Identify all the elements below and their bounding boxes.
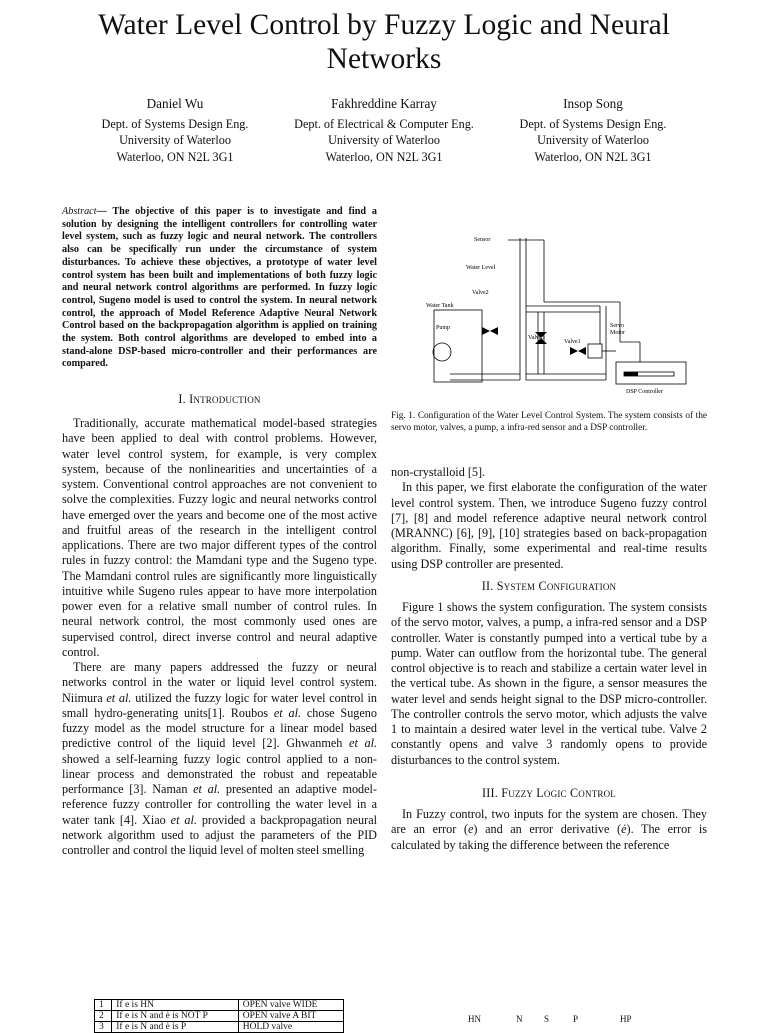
section-title: Introduction [189, 392, 261, 406]
figure-label-valve2: Valve2 [472, 290, 489, 296]
system-configuration-paragraph: Figure 1 shows the system configuration. The system consists of the servo motor, valves, a pump, a infra-red sensor and a DSP controller. Water is constantly pumped into a vertical tube by a pump. Water can outflow from the horizontal tube. The general control objective is to reach and stabilize a certain water level in the vertical tube. As shown in the figure, a sensor measures the water level and sends height signal to the DSP micro-controller. The controller controls the servo motor, which adjusts the valve 1 to maintain a desired water level in the vertical tube. Valve 2 constantly opens and valve 3 randomly opens to provide disturbances to the control system. [391, 600, 707, 767]
mf-label: HN [468, 1014, 481, 1024]
math-symbol: e [467, 822, 474, 837]
abstract [62, 206, 377, 371]
author-name: Fakhreddine Karray [331, 96, 437, 111]
abstract-label: Abstract [62, 206, 97, 217]
rule-condition: If e is HN [112, 1000, 238, 1011]
table-row [95, 1022, 344, 1033]
author-univ: University of Waterloo [328, 133, 440, 148]
rule-number: 2 [95, 1011, 112, 1022]
text-run: utilized the fuzzy logic for water level control in small hydro-generating units[1]. Roubos [62, 690, 377, 720]
et-al: et al. [349, 736, 377, 751]
et-al: et al. [193, 782, 221, 796]
rule-number: 3 [95, 1022, 112, 1033]
author-block [70, 96, 280, 165]
intro-paragraph-1: Traditionally, accurate mathematical model-based strategies have been applied to deal with control problems. However, water level control system, for example, is very complex system, because of the nonlinearities and uncertainties of a system. Conventional control approaches are not convenient to solve the complexities. Fuzzy logic and neural networks control have emerged over the years and become one of the most active and fruitful areas of the research in the intelligent control applications. There are two major different types of the control rules in fuzzy control: the Mamdani type and the Sugeno type. The Mamdani control rules are significantly more linguistically intuitive while Sugeno rules appear to have more interpolation power even for a relative small number of control rules. In neural network control, the most commonly used ones are supervised control, direct inverse control and neural adaptive control. [62, 416, 377, 659]
fuzzy-control-paragraph [391, 807, 707, 853]
rule-condition: If e is N and ė is P [112, 1022, 238, 1033]
section-number: I. [178, 392, 186, 406]
figure-label-valve1: Valve1 [564, 339, 581, 345]
section-number: II. [481, 578, 494, 593]
author-name: Insop Song [563, 96, 623, 111]
mf-label: P [573, 1014, 579, 1024]
membership-function-labels [468, 1014, 648, 1026]
author-addr: Waterloo, ON N2L 3G1 [325, 149, 443, 164]
section-title: Fuzzy Logic Control [501, 785, 617, 800]
figure-label-motor: Motor [610, 330, 625, 336]
rule-action: HOLD valve [238, 1022, 343, 1033]
author-dept: Dept. of Systems Design Eng. [519, 116, 667, 131]
author-addr: Waterloo, ON N2L 3G1 [534, 149, 652, 164]
figure-label-water-tank: Water Tank [426, 303, 454, 309]
figure-label-sensor: Sensor [474, 237, 491, 243]
abstract-text: The objective of this paper is to investigate and find a solution by designing the intelligent controllers for controlling water level system, such as fuzzy logic and neural network. The controllers also can be specifically run under the circumstance of system disturbances. To achieve these objectives, a prototype of water level control system has been built and implementations of both fuzzy logic and neural network control algorithms are performed. In fuzzy logic control, Sugeno model is used to control the system. In neural network control, the approach of Model Reference Adaptive Neural Network Control based on the backpropagation algorithm is applied on training the system. Both control algorithms are developed to embed into a stand-alone DSP-based micro-controller and their performances are compared. [62, 206, 377, 370]
intro-paragraph-2 [62, 660, 377, 858]
text-run: ) and an error derivative ( [473, 822, 622, 837]
et-al: et al. [106, 690, 132, 705]
figure-label-water-level: Water Level [466, 265, 496, 271]
mf-label: HP [620, 1014, 632, 1024]
text-run: chose Sugeno fuzzy model as the model structure for a linear model based predictive control of the liquid level [2]. Ghwanmeh [62, 705, 377, 751]
table-row [95, 1011, 344, 1022]
rule-action: OPEN valve A BIT [238, 1011, 343, 1022]
text-run: provided a backpropagation neural network algorithm used to adjust the parameters of the PID controller and control the liquid level of molten steel smelling [62, 812, 377, 857]
section-heading-system-configuration [391, 579, 707, 594]
section-title: System Configuration [496, 578, 617, 593]
section-heading-introduction [62, 392, 377, 407]
figure-label-dsp: DSP Controller [626, 389, 663, 395]
text-run: showed a self-learning fuzzy logic control applied to a non-linear process and demonstrated the robust and repeatable performance [3]. Naman [62, 751, 377, 796]
et-al: et al. [170, 812, 197, 827]
figure-caption: Fig. 1. Configuration of the Water Level Control System. The system consists of the servo motor, valves, a pump, a infra-red sensor and a DSP controller. [391, 411, 707, 433]
author-dept: Dept. of Electrical & Computer Eng. [294, 116, 474, 131]
rule-condition: If e is N and ė is NOT P [112, 1011, 238, 1022]
continued-text: non-crystalloid [5]. [391, 465, 486, 479]
text-run: In Fuzzy control, two inputs for the system are chosen. They are an error ( [391, 807, 707, 837]
figure-label-valve3: Valve3 [528, 335, 545, 341]
author-name: Daniel Wu [146, 96, 204, 111]
abstract-dash: — [96, 206, 107, 217]
system-configuration-figure [420, 232, 710, 397]
mf-label: N [516, 1014, 523, 1024]
figure-label-servo: Servo [610, 323, 624, 329]
text-run: There are many papers addressed the fuzzy or neural networks control in the water or liquid level control system. Niimura [62, 660, 377, 705]
text-run: presented an adaptive model-reference fuzzy controller for controlling the water level in a water tank [4]. Xiao [62, 782, 377, 827]
right-column [391, 465, 707, 853]
left-column [62, 416, 377, 858]
fuzzy-rules-table [94, 999, 344, 1033]
math-symbol: ė [621, 822, 627, 837]
overview-paragraph: In this paper, we first elaborate the configuration of the water level control system. Then, we introduce Sugeno fuzzy control [7], [8] and model reference adaptive neural network control (MRANNC) [6], [9], [10] strategies based on back-propagation algorithm. Finally, some experimental and real-time results using DSP controller are presented. [391, 480, 707, 571]
text-run: ). The error is calculated by taking the difference between the reference [391, 822, 708, 852]
et-al: et al. [273, 705, 302, 720]
rule-action: OPEN valve WIDE [238, 1000, 343, 1011]
figure-label-pump: Pump [436, 325, 451, 331]
author-addr: Waterloo, ON N2L 3G1 [116, 149, 234, 164]
section-number: III. [481, 785, 499, 800]
paper-title: Water Level Control by Fuzzy Logic and Neural Networks [98, 9, 670, 75]
author-block [279, 96, 489, 165]
author-dept: Dept. of Systems Design Eng. [101, 116, 249, 131]
section-heading-fuzzy-logic-control [391, 786, 707, 801]
author-univ: University of Waterloo [537, 133, 649, 148]
author-block [488, 96, 698, 165]
author-univ: University of Waterloo [119, 133, 231, 148]
mf-label: S [544, 1014, 550, 1024]
rule-number: 1 [95, 1000, 112, 1011]
table-row [95, 1000, 344, 1011]
